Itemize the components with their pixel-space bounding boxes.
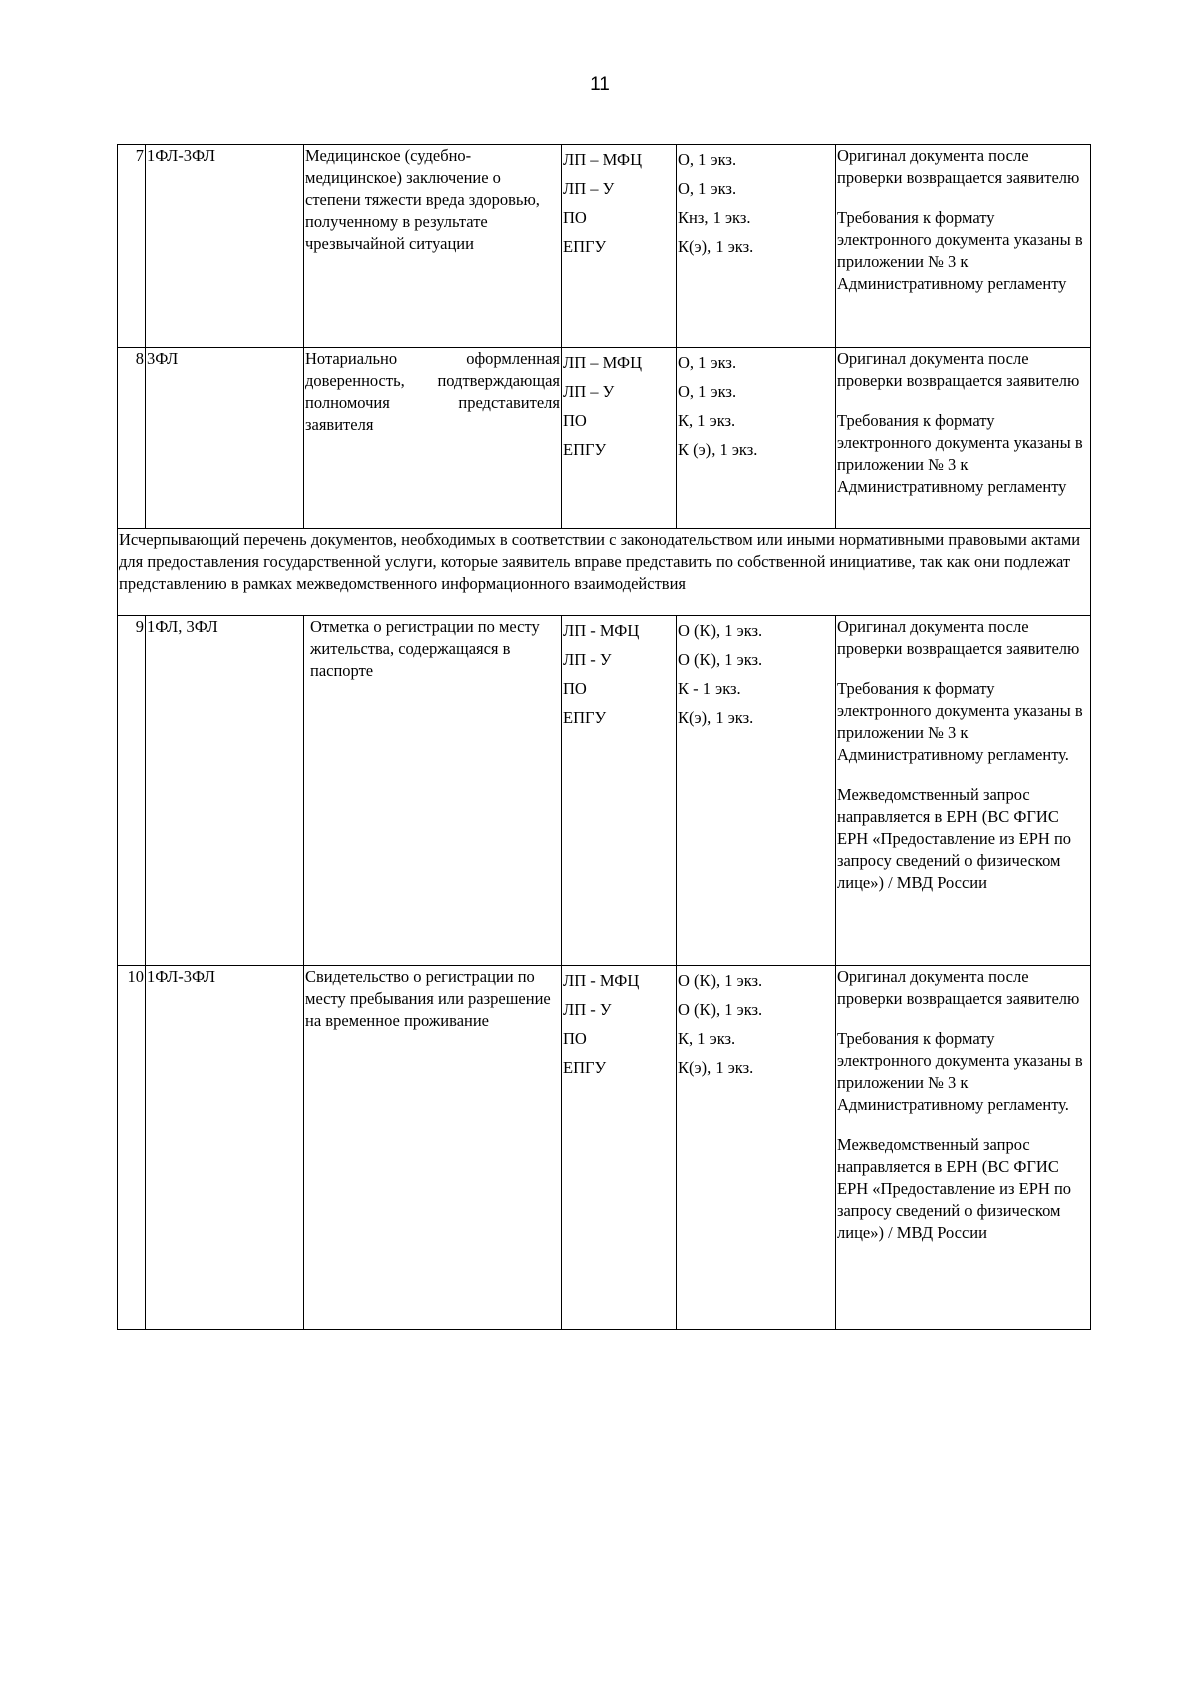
form-item: К(э), 1 экз. — [678, 1058, 754, 1077]
section-heading-row — [118, 529, 1091, 616]
note-text: Требования к формату электронного документа указаны в приложении № 3 к Административному регламенту. — [837, 679, 1083, 764]
submission-channels — [562, 616, 677, 966]
form-item: О (К), 1 экз. — [678, 650, 763, 669]
channel-item: ЛП - МФЦ — [563, 621, 640, 640]
note-text: Межведомственный запрос направляется в ЕРН (ВС ФГИС ЕРН «Предоставление из ЕРН по запросу сведений о физическом лице») / МВД России — [837, 785, 1072, 892]
form-item: Кнз, 1 экз. — [678, 208, 751, 227]
form-item: К(э), 1 экз. — [678, 708, 754, 727]
note-text: Оригинал документа после проверки возвращается заявителю — [837, 146, 1080, 187]
note-text: Требования к формату электронного документа указаны в приложении № 3 к Административному регламенту — [837, 411, 1083, 496]
notes-cell — [836, 145, 1091, 348]
channel-item: ЛП - МФЦ — [563, 971, 640, 990]
note-text: Межведомственный запрос направляется в ЕРН (ВС ФГИС ЕРН «Предоставление из ЕРН по запросу сведений о физическом лице») / МВД России — [837, 1135, 1072, 1242]
form-item: К - 1 экз. — [678, 679, 741, 698]
form-item: О, 1 экз. — [678, 353, 737, 372]
form-item: О (К), 1 экз. — [678, 971, 763, 990]
channel-item: ЕПГУ — [563, 1058, 607, 1077]
channel-item: ЛП - У — [563, 1000, 612, 1019]
channel-item: ЛП – МФЦ — [563, 150, 643, 169]
document-name: Медицинское (судебно-медицинское) заключение о степени тяжести вреда здоровью, полученному в результате чрезвычайной ситуации — [304, 145, 562, 348]
channel-item: ПО — [563, 208, 587, 227]
form-item: О (К), 1 экз. — [678, 621, 763, 640]
documents-table — [117, 144, 1091, 1330]
notes-cell — [836, 348, 1091, 529]
note-text: Оригинал документа после проверки возвращается заявителю — [837, 967, 1080, 1008]
submission-channels — [562, 348, 677, 529]
table-row — [118, 966, 1091, 1330]
row-number: 9 — [118, 616, 146, 966]
note-text: Оригинал документа после проверки возвращается заявителю — [837, 617, 1080, 658]
channel-item: ЛП - У — [563, 650, 612, 669]
form-item: К, 1 экз. — [678, 411, 736, 430]
page-number: 11 — [590, 74, 610, 95]
document-forms — [677, 145, 836, 348]
channel-item: ЕПГУ — [563, 237, 607, 256]
document-forms — [677, 616, 836, 966]
form-item: О, 1 экз. — [678, 179, 737, 198]
document-forms — [677, 966, 836, 1330]
document-name: Нотариально оформленная доверенность, подтверждающая полномочия представителя заявителя — [304, 348, 562, 529]
channel-item: ПО — [563, 679, 587, 698]
note-text: Требования к формату электронного документа указаны в приложении № 3 к Административному регламенту. — [837, 1029, 1083, 1114]
document-forms — [677, 348, 836, 529]
notes-cell — [836, 616, 1091, 966]
submission-channels — [562, 966, 677, 1330]
applicant-category: 1ФЛ-3ФЛ — [146, 966, 304, 1330]
channel-item: ЛП – МФЦ — [563, 353, 643, 372]
channel-item: ЛП – У — [563, 382, 615, 401]
table-row — [118, 616, 1091, 966]
submission-channels — [562, 145, 677, 348]
form-item: О, 1 экз. — [678, 382, 737, 401]
channel-item: ЕПГУ — [563, 708, 607, 727]
row-number: 7 — [118, 145, 146, 348]
section-heading: Исчерпывающий перечень документов, необходимых в соответствии с законодательством или иными нормативными правовыми актами для предоставления государственной услуги, которые заявитель вправе представить по собственной инициативе, так как они подлежат представлению в рамках межведомственного информационного взаимодействия — [118, 529, 1091, 616]
note-text: Оригинал документа после проверки возвращается заявителю — [837, 349, 1080, 390]
form-item: К(э), 1 экз. — [678, 237, 754, 256]
row-number: 10 — [118, 966, 146, 1330]
note-text: Требования к формату электронного документа указаны в приложении № 3 к Административному регламенту — [837, 208, 1083, 293]
channel-item: ЛП – У — [563, 179, 615, 198]
form-item: О (К), 1 экз. — [678, 1000, 763, 1019]
row-number: 8 — [118, 348, 146, 529]
channel-item: ПО — [563, 1029, 587, 1048]
form-item: К (э), 1 экз. — [678, 440, 758, 459]
applicant-category: 1ФЛ-3ФЛ — [146, 145, 304, 348]
document-name: Свидетельство о регистрации по месту пребывания или разрешение на временное проживание — [304, 966, 562, 1330]
notes-cell — [836, 966, 1091, 1330]
form-item: К, 1 экз. — [678, 1029, 736, 1048]
applicant-category: 1ФЛ, 3ФЛ — [146, 616, 304, 966]
table-row — [118, 348, 1091, 529]
table-row — [118, 145, 1091, 348]
applicant-category: 3ФЛ — [146, 348, 304, 529]
channel-item: ПО — [563, 411, 587, 430]
channel-item: ЕПГУ — [563, 440, 607, 459]
form-item: О, 1 экз. — [678, 150, 737, 169]
document-name: Отметка о регистрации по месту жительства, содержащаяся в паспорте — [304, 616, 562, 966]
